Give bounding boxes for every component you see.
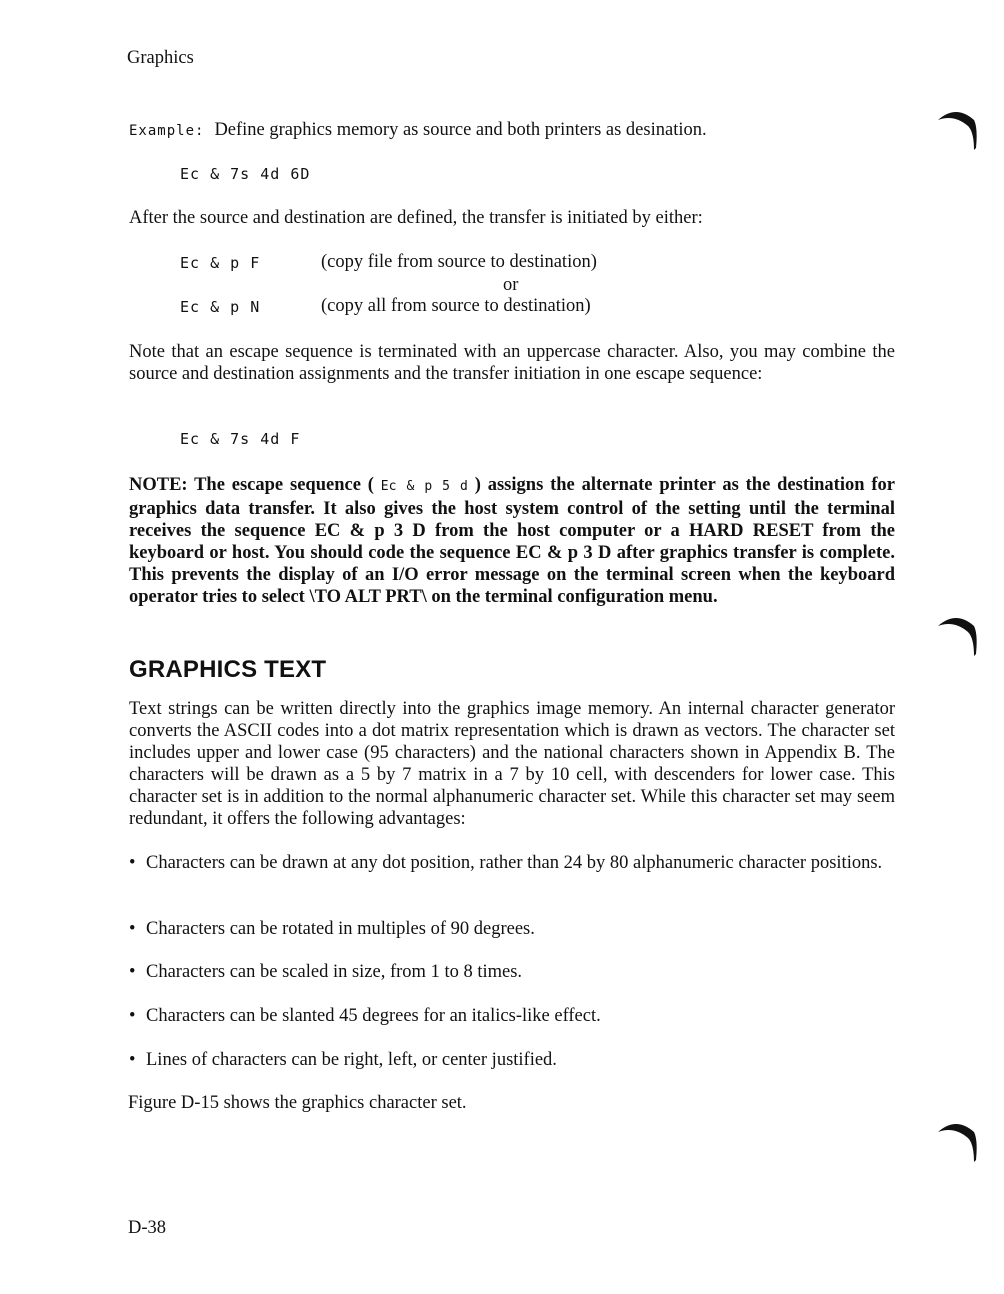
transfer-code-1: Ec & p F <box>180 254 261 272</box>
list-item-text: Characters can be drawn at any dot position, rather than 24 by 80 alphanumeric character positions. <box>146 853 883 873</box>
note-lead: NOTE: The escape sequence ( <box>129 475 374 495</box>
binding-hole-mark-icon <box>936 108 980 158</box>
bullet-dot-icon: • <box>129 1006 136 1026</box>
list-item-text: Lines of characters can be right, left, or center justified. <box>146 1050 557 1070</box>
list-item-text: Characters can be rotated in multiples of 90 degrees. <box>146 919 535 939</box>
note-code: Ec & p 5 d <box>380 479 468 494</box>
note-rest: ) assigns the alternate printer as the destination for graphics data transfer. It also gives the host system control of the setting until the terminal receives the sequence EC & p 3 D from the host computer or a HARD RESET from the keyboard or host. You should code the sequence EC & p 3 D after graphics transfer is complete. This prevents the display of an I/O error message on the terminal screen when the keyboard operator tries to select \TO ALT PRT\ on the terminal configuration menu. <box>129 475 895 607</box>
bullet-dot-icon: • <box>129 1050 136 1070</box>
bullet-dot-icon: • <box>129 853 136 873</box>
transfer-desc-1: (copy file from source to destination) <box>321 252 597 272</box>
section-heading: GRAPHICS TEXT <box>129 656 327 683</box>
page-number: D-38 <box>128 1218 167 1238</box>
after-text: After the source and destination are defined, the transfer is initiated by either: <box>129 208 703 228</box>
running-header: Graphics <box>127 48 194 68</box>
bullet-dot-icon: • <box>129 919 136 939</box>
binding-hole-mark-icon <box>936 1120 980 1170</box>
example-line <box>129 120 707 141</box>
note-block <box>129 474 895 608</box>
figure-reference: Figure D-15 shows the graphics character set. <box>128 1093 467 1113</box>
section-intro: Text strings can be written directly into the graphics image memory. An internal character generator converts the ASCII codes into a dot matrix representation which is drawn as vectors. The character set includes upper and lower case (95 characters) and the national characters shown in Appendix B. The characters will be drawn as a 5 by 7 matrix in a 7 by 10 cell, with descenders for lower case. This character set is in addition to the normal alphanumeric character set. While this character set may seem redundant, it offers the following advantages: <box>129 699 895 829</box>
example-code: Ec & 7s 4d 6D <box>180 165 311 183</box>
combined-code: Ec & 7s 4d F <box>180 430 301 448</box>
transfer-desc-2: (copy all from source to destination) <box>321 296 591 316</box>
bullet-dot-icon: • <box>129 962 136 982</box>
transfer-or: or <box>503 275 519 295</box>
binding-hole-mark-icon <box>936 614 980 664</box>
note-paragraph: Note that an escape sequence is terminated with an uppercase character. Also, you may combine the source and destination assignments and the transfer initiation in one escape sequence: <box>129 342 895 384</box>
list-item-text: Characters can be slanted 45 degrees for an italics-like effect. <box>146 1006 601 1026</box>
transfer-code-2: Ec & p N <box>180 298 261 316</box>
example-label: Example: <box>129 123 205 139</box>
list-item-text: Characters can be scaled in size, from 1 to 8 times. <box>146 962 523 982</box>
example-text: Define graphics memory as source and both printers as desination. <box>214 120 707 140</box>
